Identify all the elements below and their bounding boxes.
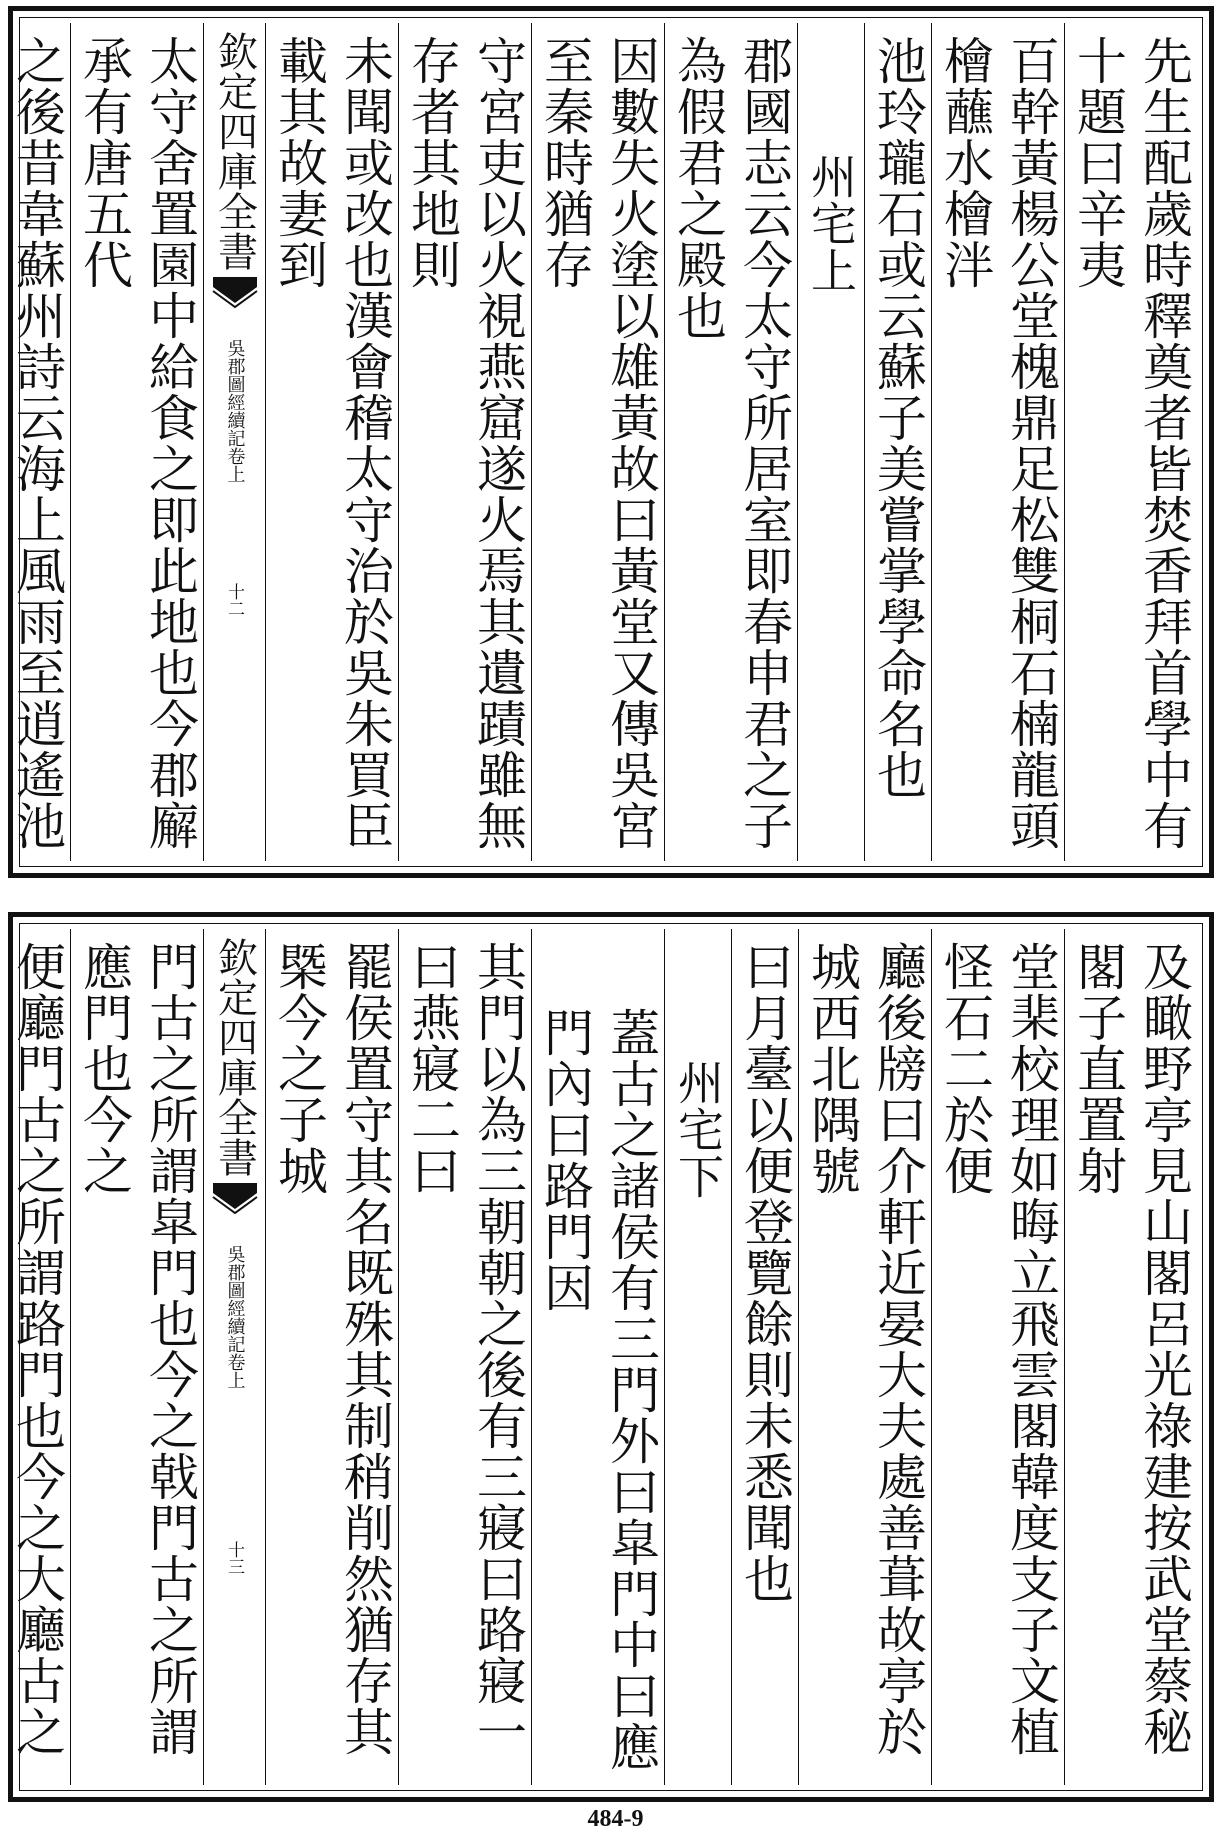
text-column: 池玲瓏石或云蘇子美嘗掌學命名也: [864, 23, 931, 861]
work-title: 吳郡圖經續記: [224, 339, 246, 447]
fishtail-mark-icon: [213, 1183, 257, 1225]
book-title: 欽定四庫全書: [211, 937, 258, 1177]
text-column: 因數失火塗以雄黃故曰黃堂又傳吳宮至秦時猶存: [531, 23, 664, 861]
book-title: 欽定四庫全書: [211, 31, 258, 271]
text-column: 門古之所謂皐門也今之戟門古之所謂應門也今之: [70, 929, 203, 1785]
text-column: 郡國志云今太守所居室即春申君之子為假君之殿也: [664, 23, 797, 861]
text-columns: [8, 929, 1197, 1785]
text-column: 便廳門古之所謂路門也今之大廳古之: [0, 929, 70, 1785]
text-column: 廳後牓曰介軒近晏大夫處善葺故亭於城西北隅號: [798, 929, 931, 1785]
text-column: 之後昔韋蘇州詩云海上風雨至逍遙池: [0, 23, 70, 861]
text-columns: [8, 23, 1197, 861]
work-title: 吳郡圖經續記: [224, 1245, 246, 1353]
text-column: 蓋古之諸侯有三門外曰皐門中曰應門內曰路門因: [531, 929, 664, 1785]
text-column: 未聞或改也漢會稽太守治於吳朱買臣載其故妻到: [265, 23, 398, 861]
text-column: 守宮吏以火視燕窟遂火焉其遺蹟雖無存者其地則: [398, 23, 531, 861]
fishtail-mark-icon: [213, 277, 257, 319]
text-column: 曰月臺以便登覽餘則未悉聞也: [731, 929, 798, 1785]
work-title-block: [226, 1245, 244, 1389]
text-column: 罷侯置守其名既殊其制稍削然猶存其槩今之子城: [265, 929, 398, 1785]
leaf-number: 十二: [224, 583, 244, 617]
text-column: 堂棐校理如晦立飛雲閣韓度支子文植怪石二於便: [931, 929, 1064, 1785]
work-title-block: [226, 339, 244, 483]
text-column: 及瞰野亭見山閣呂光祿建按武堂蔡秘閣子直置射: [1064, 929, 1197, 1785]
page-leaf-12: [8, 6, 1214, 878]
text-column: 百幹黃楊公堂槐鼎足松雙桐石楠龍頭檜蘸水檜泮: [931, 23, 1064, 861]
page-leaf-13: [8, 912, 1214, 1802]
section-heading: 州宅下: [664, 929, 731, 1785]
text-column: 太守舍置園中給食之即此地也今郡廨承有唐五代: [70, 23, 203, 861]
volume-label: 卷上: [224, 447, 246, 483]
section-heading: 州宅上: [797, 23, 864, 861]
text-column: 其門以為三朝朝之後有三寢曰路寢一曰燕寢二曰: [398, 929, 531, 1785]
volume-label: 卷上: [224, 1353, 246, 1389]
center-margin: [203, 23, 265, 861]
center-margin: [203, 929, 265, 1785]
leaf-number: 十三: [224, 1541, 244, 1575]
page-number: 484-9: [587, 1806, 644, 1832]
text-column: 先生配歲時釋奠者皆焚香拜首學中有十題曰辛夷: [1064, 23, 1197, 861]
